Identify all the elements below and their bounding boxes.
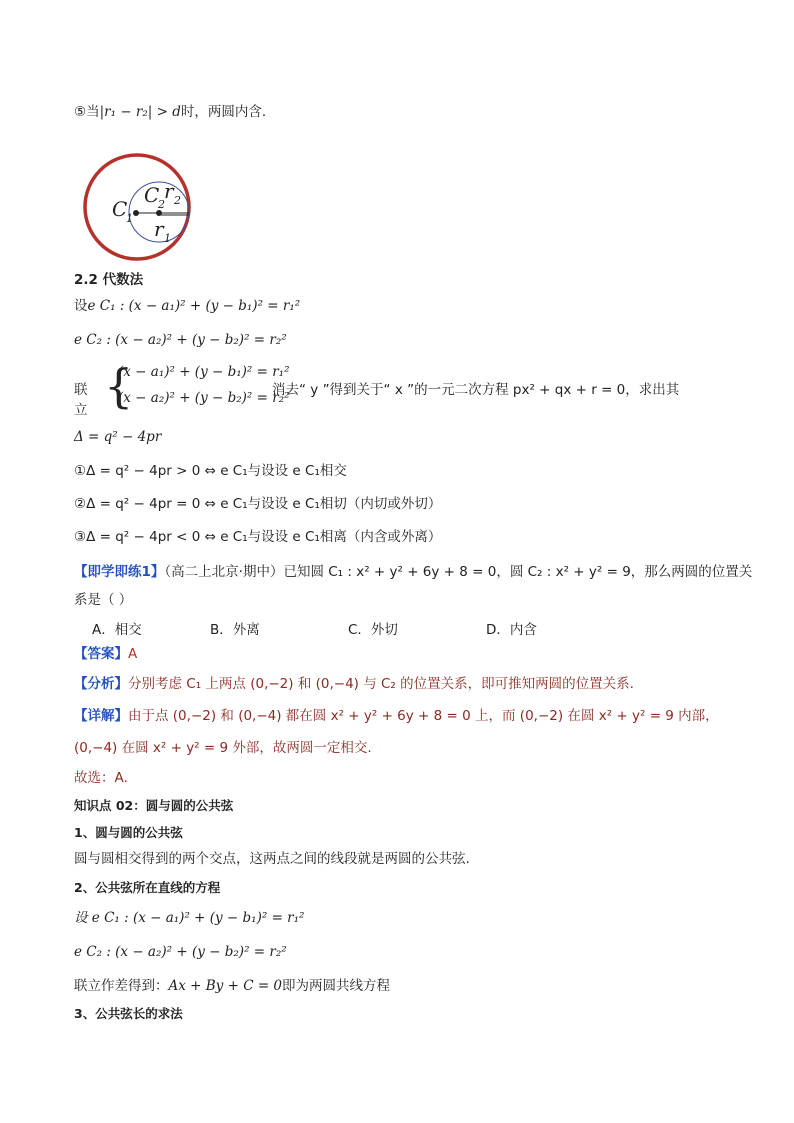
system-after: 消去“ y ”得到关于“ x ”的一元二次方程 px² + qx + r = 0，求出其 — [272, 382, 680, 398]
analysis-text: 分别考虑 C₁ 上两点 (0,−2) 和 (0,−4) 与 C₂ 的位置关系，即可推知两圆的位置关系. — [128, 676, 634, 692]
label-c2: C — [144, 183, 160, 207]
case-3: ③Δ = q² − 4pr < 0 ⇔ e C₁与设设 e C₁相离（内含或外离） — [74, 529, 442, 545]
analysis-tag: 【分析】 — [74, 676, 128, 692]
kp02-heading: 知识点 02：圆与圆的公共弦 — [74, 798, 234, 813]
practice-line2: 系是（ ） — [74, 592, 133, 608]
section-heading-22: 2.2 代数法 — [74, 272, 144, 288]
label-r1: r — [154, 217, 164, 241]
answer-line — [74, 644, 137, 664]
label-r2-sub: 2 — [174, 194, 181, 207]
item5-suffix: 时，两圆内含. — [180, 104, 267, 120]
label-c1: C — [112, 197, 128, 221]
sub2-title: 2、公共弦所在直线的方程 — [74, 880, 221, 895]
answer-tag: 【答案】 — [74, 646, 128, 662]
option-c: C．外切 — [348, 622, 398, 638]
option-d: D．内含 — [486, 622, 537, 638]
answer-value: A — [128, 646, 138, 662]
item5-prefix: ⑤当 — [74, 104, 100, 120]
sub2-conclusion-suffix: 即为两圆共线方程 — [282, 978, 391, 994]
sub2-eq1: 设 e C₁ : (x − a₁)² + (y − b₁)² = r₁² — [74, 910, 305, 926]
system-row1: (x − a₁)² + (y − b₁)² = r₁² — [118, 364, 290, 380]
center-c1-dot — [133, 210, 139, 216]
eq1-prefix: 设 — [74, 298, 88, 314]
sub1-title: 1、圆与圆的公共弦 — [74, 825, 183, 840]
sub2-conclusion-math: Ax + By + C = 0 — [168, 978, 283, 994]
label-c2-sub: 2 — [158, 198, 165, 211]
detail-tag: 【详解】 — [74, 708, 128, 724]
label-r1-sub: 1 — [164, 232, 171, 245]
sub2-conclusion — [74, 976, 390, 996]
item5-line — [74, 102, 266, 122]
item5-math: |r₁ − r₂| > d — [99, 104, 181, 120]
outer-circle — [85, 155, 189, 259]
sub2-eq2: e C₂ : (x − a₂)² + (y − b₂)² = r₂² — [74, 944, 287, 960]
eq1-line — [74, 296, 300, 316]
option-a: A．相交 — [92, 622, 142, 638]
eq2-line: e C₂ : (x − a₂)² + (y − b₂)² = r₂² — [74, 332, 287, 348]
delta-line: Δ = q² − 4pr — [74, 429, 162, 445]
case-2: ②Δ = q² − 4pr = 0 ⇔ e C₁与设设 e C₁相切（内切或外切） — [74, 496, 442, 512]
sub1-text: 圆与圆相交得到的两个交点，这两点之间的线段就是两圆的公共弦. — [74, 851, 470, 867]
detail-line2: (0,−4) 在圆 x² + y² = 9 外部，故两圆一定相交. — [74, 740, 372, 756]
eq1-circle: e C₁ : (x − a₁)² + (y − b₁)² = r₁² — [87, 298, 301, 314]
system-label: 联立 — [74, 382, 88, 418]
detail-line1 — [74, 706, 719, 726]
analysis-line — [74, 674, 634, 694]
label-r2: r — [164, 179, 174, 203]
detail-text1: 由于点 (0,−2) 和 (0,−4) 都在圆 x² + y² + 6y + 8 = 0 上，而 (0,−2) 在圆 x² + y² = 9 内部， — [128, 708, 719, 724]
option-b: B．外离 — [210, 622, 260, 638]
practice-line1 — [74, 562, 752, 582]
case-1: ①Δ = q² − 4pr > 0 ⇔ e C₁与设设 e C₁相交 — [74, 463, 347, 479]
circles-diagram — [80, 152, 200, 262]
choice-line: 故选：A. — [74, 770, 128, 786]
sub3-title: 3、公共弦长的求法 — [74, 1006, 183, 1021]
practice-text1: （高二上北京·期中）已知圆 C₁ : x² + y² + 6y + 8 = 0，圆 C₂ : x² + y² = 9，那么两圆的位置关 — [164, 564, 753, 580]
system-row2: (x − a₂)² + (y − b₂)² = r₂² — [118, 390, 290, 406]
sub2-conclusion-prefix: 联立作差得到： — [74, 978, 169, 994]
brace-glyph: { — [104, 359, 134, 413]
practice-tag: 【即学即练1】 — [74, 564, 165, 580]
label-c1-sub: 1 — [126, 212, 133, 225]
